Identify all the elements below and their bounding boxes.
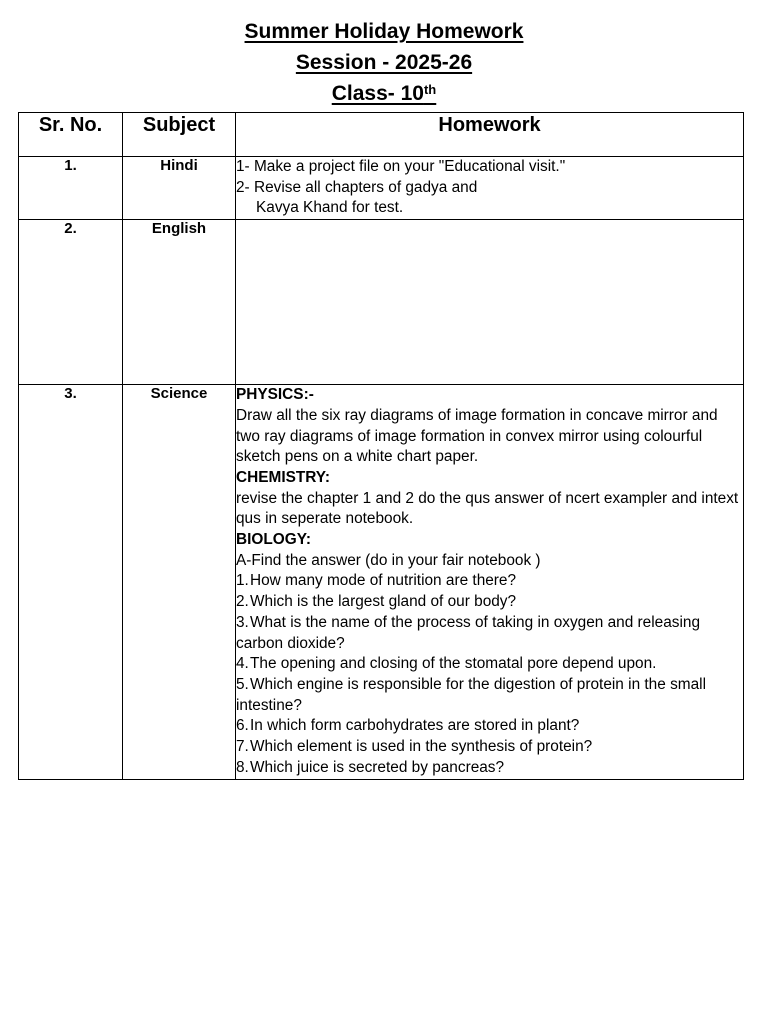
subject-cell: English <box>123 220 236 385</box>
question-number: 5. <box>236 675 249 693</box>
question-number: 2. <box>236 593 249 611</box>
class-label-text: Class- 10 <box>331 82 424 105</box>
question-text: Which juice is secreted by pancreas? <box>250 758 505 776</box>
table-row <box>19 157 744 220</box>
biology-heading: BIOLOGY: <box>236 531 311 549</box>
homework-line: 2- Revise all chapters of gadya and <box>236 178 478 196</box>
document-title: Summer Holiday Homework <box>244 20 524 43</box>
question-item <box>236 592 743 613</box>
question-item <box>236 571 743 592</box>
table-header-row <box>19 113 744 157</box>
homework-line: Kavya Khand for test. <box>256 199 404 217</box>
column-header-sr-no: Sr. No. <box>19 113 123 157</box>
question-item <box>236 613 743 654</box>
question-number: 8. <box>236 758 249 776</box>
column-header-subject: Subject <box>123 113 236 157</box>
question-number: 3. <box>236 613 249 631</box>
homework-cell <box>236 385 744 780</box>
table-row <box>19 385 744 780</box>
homework-table <box>18 112 744 780</box>
question-text: The opening and closing of the stomatal pore depend upon. <box>250 655 657 673</box>
class-label <box>0 78 768 109</box>
biology-intro: A-Find the answer (do in your fair notebook ) <box>236 551 541 569</box>
session-label: Session - 2025-26 <box>295 51 473 74</box>
column-header-homework: Homework <box>236 113 744 157</box>
sr-no-cell: 1. <box>19 157 123 220</box>
subject-cell: Science <box>123 385 236 780</box>
question-number: 7. <box>236 738 249 756</box>
question-number: 4. <box>236 655 249 673</box>
sr-no-cell: 3. <box>19 385 123 780</box>
sr-no-cell: 2. <box>19 220 123 385</box>
question-item <box>236 758 743 779</box>
homework-cell <box>236 157 744 220</box>
homework-line: 1- Make a project file on your "Educational visit." <box>236 158 566 175</box>
subject-cell: Hindi <box>123 157 236 220</box>
chemistry-text: revise the chapter 1 and 2 do the qus answer of ncert exampler and intext qus in seperate notebook. <box>236 489 739 528</box>
question-number: 6. <box>236 717 249 735</box>
question-text: Which is the largest gland of our body? <box>250 593 517 611</box>
question-number: 1. <box>236 572 249 590</box>
document-header <box>0 16 768 109</box>
question-text: How many mode of nutrition are there? <box>250 572 517 590</box>
chemistry-heading: CHEMISTRY: <box>236 468 331 486</box>
question-text: What is the name of the process of taking in oxygen and releasing carbon dioxide? <box>236 613 701 652</box>
question-item <box>236 675 743 716</box>
question-text: Which element is used in the synthesis of protein? <box>250 738 593 756</box>
question-item <box>236 654 743 675</box>
homework-cell <box>236 220 744 385</box>
table-row <box>19 220 744 385</box>
physics-heading: PHYSICS:- <box>236 386 314 404</box>
question-text: In which form carbohydrates are stored in plant? <box>250 717 580 735</box>
question-text: Which engine is responsible for the digestion of protein in the small intestine? <box>236 675 706 714</box>
question-item <box>236 737 743 758</box>
class-label-suffix: th <box>423 82 437 97</box>
question-item <box>236 716 743 737</box>
physics-text: Draw all the six ray diagrams of image formation in concave mirror and two ray diagrams of image formation in convex mirror using colourful sketch pens on a white chart paper. <box>236 406 718 466</box>
